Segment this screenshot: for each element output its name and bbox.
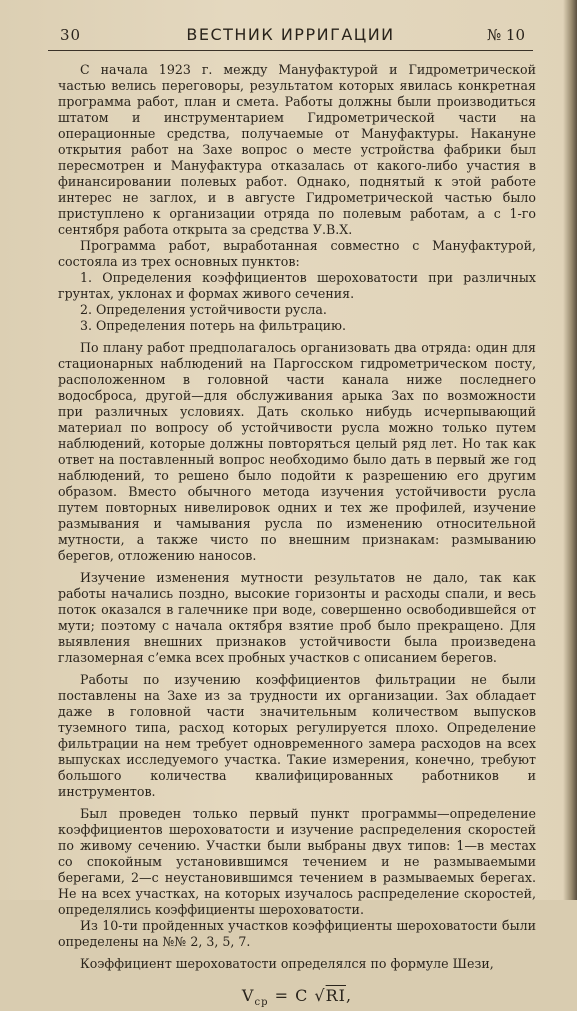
running-header: [48, 22, 533, 51]
formula-rhs-prefix: = C: [274, 986, 315, 1005]
formula-lhs-subscript: cp: [254, 997, 269, 1009]
paragraph: Коэффициент шероховатости определялся по формуле Шези,: [80, 956, 494, 971]
paragraph: Работы по изучению коэффициентов фильтрации не были поставлены на Захе из за трудности их организации. Зах обладает даже в головной части значительным количеством выпусков туземного типа, расход которых регулируется плохо. Определение фильтрации на нем требует одновременного замера расходов на всех выпусках исследуемого участка. Такие измерения, конечно, требуют большого количества квалифицированных работников и инструментов.: [58, 672, 536, 799]
issue-number: № 10: [486, 26, 525, 44]
paragraph: Из 10-ти пройденных участков коэффициенты шероховатости были определены на №№ 2, 3, 5, 7.: [58, 918, 536, 949]
formula-suffix: ,: [345, 986, 353, 1005]
program-item: 3. Определения потерь на фильтрацию.: [80, 318, 346, 333]
paragraph: По плану работ предполагалось организовать два отряда: один для стационарных наблюдений на Паргосском гидрометрическом посту, расположенном в головной части канала ниже последнего водосброса, другой—для обслуживания арыка Зах по возможности при различных условиях. Дать сколько нибудь исчерпывающий материал по вопросу об устойчивости русла можно только путем наблюдений, которые должны повторяться целый ряд лет. Но так как ответ на поставленный вопрос необходимо было дать в первый же год наблюдений, то решено было подойти к разрешению его другим образом. Вместо обычного метода изучения устойчивости русла путем повторных нивелировок одних и тех же профилей, изучение размывания и чамывания русла по изменению относительной мутности, а также чисто по внешним признакам: размыванию берегов, отложению наносов.: [58, 340, 536, 563]
paragraph: С начала 1923 г. между Мануфактурой и Гидрометрической частью велись переговоры, результатом которых явилась конкретная программа работ, план и смета. Работы должны были производиться штатом и инструментарием Гидрометрической части на операционные средства, получаемые от Мануфактуры. Накануне открытия работ на Захе вопрос о месте устройства фабрики был пересмотрен и Мануфактура отказалась от какого-либо участия в финансировании полевых работ. Однако, поднятый к этой работе интерес не заглох, и в августе Гидрометрической частью было приступлено к организации отряда по полевым работам, а с 1-го сентября работа открыта за средства У.В.Х.: [58, 62, 536, 237]
page-spine-shadow: [563, 0, 577, 900]
chezy-formula: [58, 988, 536, 1011]
paragraph: Программа работ, выработанная совместно с Мануфактурой, состояла из трех основных пунктов:: [58, 238, 536, 269]
program-item: 2. Определения устойчивости русла.: [80, 302, 327, 317]
journal-title: ВЕСТНИК ИРРИГАЦИИ: [186, 25, 395, 44]
program-list: [58, 270, 536, 334]
formula-lhs: V: [241, 986, 255, 1005]
program-item: 1. Определения коэффициентов шероховатости при различных грунтах, уклонах и формах живого сечения.: [58, 270, 536, 301]
page-number: 30: [60, 26, 82, 44]
article-body: [58, 62, 536, 1011]
radical-symbol: √: [314, 986, 326, 1005]
formula-radicand: RI: [325, 986, 346, 1005]
paragraph: Изучение изменения мутности результатов не дало, так как работы начались поздно, высокие горизонты и расходы спали, и весь поток оказался в галечнике при воде, совершенно освободившейся от мути; поэтому с начала октября взятие проб было прекращено. Для выявления внешних признаков устойчивости была произведена глазомерная сʼемка всех пробных участков с описанием берегов.: [58, 570, 536, 665]
paragraph: Был проведен только первый пункт программы—определение коэффициентов шероховатости и изучение распределения скоростей по живому сечению. Участки были выбраны двух типов: 1—в местах со спокойным установившимся течением и не размываемыми берегами, 2—с неустановившимся течением в размываемых берегах. Не на всех участках, на которых изучалось распределение скоростей, определялись коэффициенты шероховатости.: [58, 806, 536, 917]
